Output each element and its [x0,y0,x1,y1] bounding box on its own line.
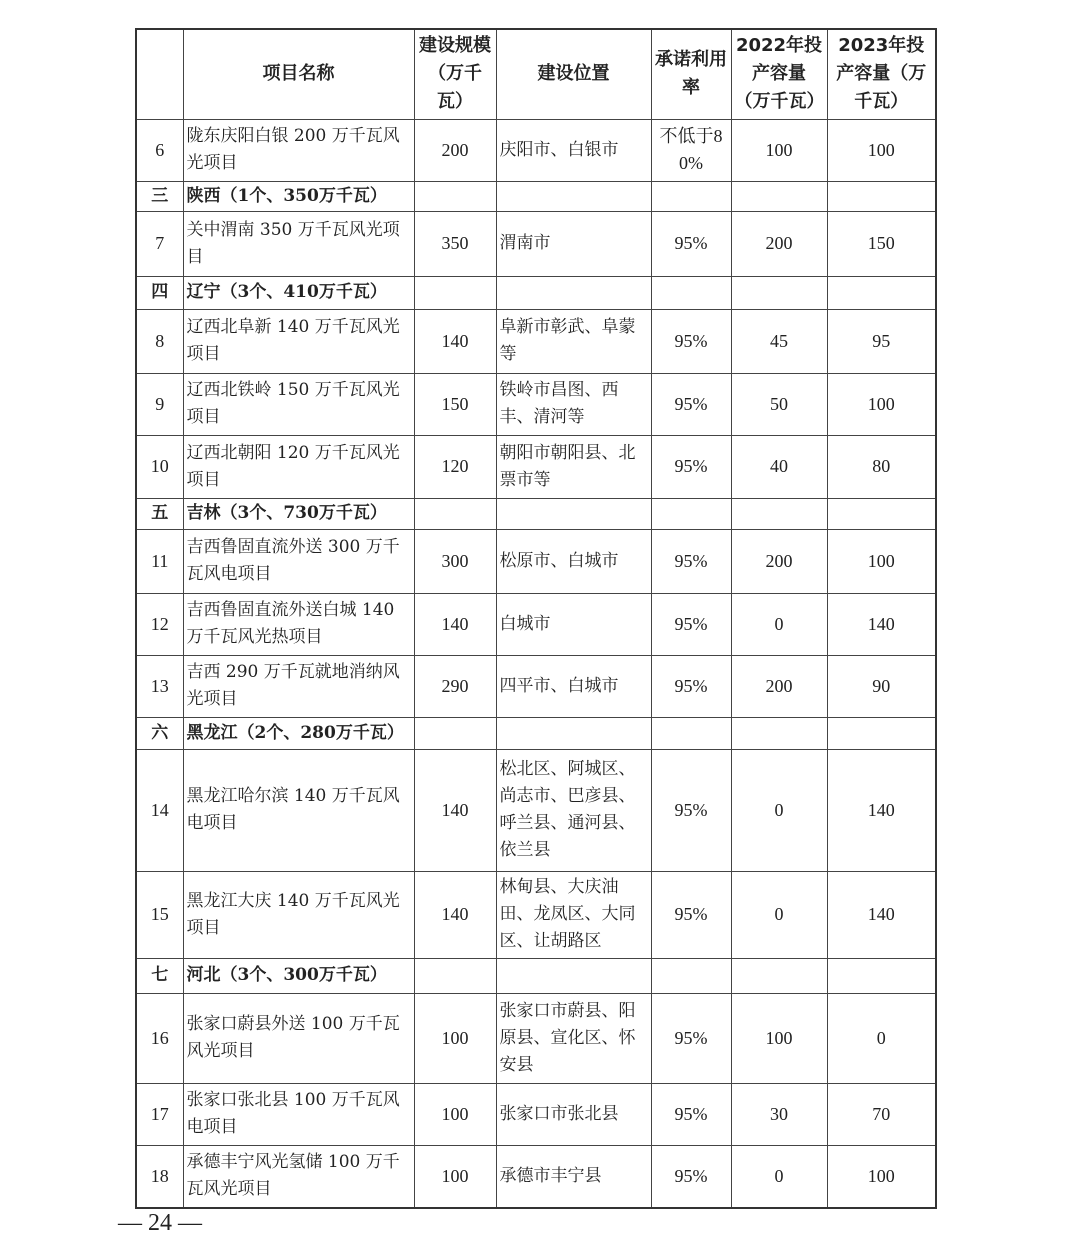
rate-cell: 95% [651,593,731,655]
project-table [135,28,937,1209]
capacity-2023: 100 [827,119,936,181]
location-cell: 朝阳市朝阳县、北票市等 [496,435,651,498]
capacity-2023: 100 [827,529,936,593]
capacity-2022: 0 [731,1145,827,1208]
row-index: 8 [136,309,183,373]
row-index: 17 [136,1083,183,1145]
capacity-2022: 50 [731,373,827,435]
table-row [136,655,936,717]
table-row [136,529,936,593]
capacity-2023: 95 [827,309,936,373]
location-cell: 林甸县、大庆油田、龙凤区、大同区、让胡路区 [496,871,651,958]
scale-cell: 350 [414,211,496,276]
table-row [136,373,936,435]
capacity-2022: 200 [731,655,827,717]
header-2022: 2022年投产容量（万千瓦） [731,29,827,119]
scale-cell: 140 [414,871,496,958]
empty-cell [731,181,827,211]
location-cell: 松原市、白城市 [496,529,651,593]
project-name: 关中渭南 350 万千瓦风光项目 [183,211,414,276]
scale-cell: 100 [414,1083,496,1145]
rate-cell: 95% [651,1083,731,1145]
rate-cell: 95% [651,1145,731,1208]
row-index: 15 [136,871,183,958]
capacity-2022: 0 [731,871,827,958]
location-cell: 张家口市蔚县、阳原县、宣化区、怀安县 [496,993,651,1083]
section-title: 吉林（3个、730万千瓦） [183,498,414,529]
rate-cell: 95% [651,435,731,498]
capacity-2023: 100 [827,373,936,435]
capacity-2023: 100 [827,1145,936,1208]
header-index [136,29,183,119]
scale-cell: 200 [414,119,496,181]
header-rate: 承诺利用率 [651,29,731,119]
empty-cell [827,958,936,993]
project-name: 张家口蔚县外送 100 万千瓦风光项目 [183,993,414,1083]
empty-cell [414,498,496,529]
empty-cell [827,717,936,749]
empty-cell [651,181,731,211]
project-name: 吉西鲁固直流外送白城 140 万千瓦风光热项目 [183,593,414,655]
row-index: 6 [136,119,183,181]
project-name: 吉西 290 万千瓦就地消纳风光项目 [183,655,414,717]
rate-cell: 95% [651,871,731,958]
table-row [136,871,936,958]
project-name: 黑龙江大庆 140 万千瓦风光项目 [183,871,414,958]
capacity-2022: 45 [731,309,827,373]
section-numeral: 七 [136,958,183,993]
row-index: 13 [136,655,183,717]
capacity-2022: 100 [731,119,827,181]
row-index: 16 [136,993,183,1083]
scale-cell: 120 [414,435,496,498]
location-cell: 承德市丰宁县 [496,1145,651,1208]
capacity-2023: 140 [827,749,936,871]
table-row [136,119,936,181]
location-cell: 四平市、白城市 [496,655,651,717]
section-row [136,958,936,993]
empty-cell [827,181,936,211]
empty-cell [827,498,936,529]
location-cell: 渭南市 [496,211,651,276]
location-cell: 庆阳市、白银市 [496,119,651,181]
empty-cell [651,717,731,749]
scale-cell: 140 [414,309,496,373]
table-row [136,1083,936,1145]
table-row [136,309,936,373]
table-body [136,119,936,1208]
header-scale: 建设规模（万千瓦） [414,29,496,119]
scale-cell: 100 [414,993,496,1083]
row-index: 9 [136,373,183,435]
location-cell: 铁岭市昌图、西丰、清河等 [496,373,651,435]
scale-cell: 100 [414,1145,496,1208]
empty-cell [414,717,496,749]
table-row [136,993,936,1083]
empty-cell [651,498,731,529]
scale-cell: 300 [414,529,496,593]
rate-cell: 95% [651,373,731,435]
section-numeral: 五 [136,498,183,529]
location-cell: 松北区、阿城区、尚志市、巴彦县、呼兰县、通河县、依兰县 [496,749,651,871]
empty-cell [414,276,496,309]
section-numeral: 六 [136,717,183,749]
capacity-2022: 40 [731,435,827,498]
capacity-2022: 30 [731,1083,827,1145]
capacity-2022: 200 [731,529,827,593]
scale-cell: 140 [414,749,496,871]
header-row [136,29,936,119]
section-title: 辽宁（3个、410万千瓦） [183,276,414,309]
project-name: 吉西鲁固直流外送 300 万千瓦风电项目 [183,529,414,593]
row-index: 7 [136,211,183,276]
row-index: 14 [136,749,183,871]
project-name: 辽西北铁岭 150 万千瓦风光项目 [183,373,414,435]
section-title: 黑龙江（2个、280万千瓦） [183,717,414,749]
header-location: 建设位置 [496,29,651,119]
capacity-2023: 140 [827,871,936,958]
scale-cell: 140 [414,593,496,655]
rate-cell: 95% [651,749,731,871]
project-name: 承德丰宁风光氢储 100 万千瓦风光项目 [183,1145,414,1208]
empty-cell [414,181,496,211]
capacity-2023: 80 [827,435,936,498]
capacity-2022: 100 [731,993,827,1083]
capacity-2023: 90 [827,655,936,717]
table-row [136,749,936,871]
empty-cell [731,717,827,749]
empty-cell [827,276,936,309]
row-index: 18 [136,1145,183,1208]
page-number: — 24 — [118,1210,202,1236]
capacity-2022: 0 [731,749,827,871]
table-row [136,211,936,276]
location-cell: 阜新市彰武、阜蒙等 [496,309,651,373]
empty-cell [496,717,651,749]
section-row [136,276,936,309]
rate-cell: 不低于80% [651,119,731,181]
capacity-2023: 70 [827,1083,936,1145]
table-row [136,435,936,498]
empty-cell [731,276,827,309]
empty-cell [651,276,731,309]
project-name: 辽西北阜新 140 万千瓦风光项目 [183,309,414,373]
empty-cell [651,958,731,993]
section-row [136,717,936,749]
table-row [136,593,936,655]
scale-cell: 150 [414,373,496,435]
project-name: 张家口张北县 100 万千瓦风电项目 [183,1083,414,1145]
section-title: 河北（3个、300万千瓦） [183,958,414,993]
empty-cell [414,958,496,993]
rate-cell: 95% [651,211,731,276]
project-name: 黑龙江哈尔滨 140 万千瓦风电项目 [183,749,414,871]
empty-cell [496,181,651,211]
location-cell: 张家口市张北县 [496,1083,651,1145]
capacity-2023: 150 [827,211,936,276]
rate-cell: 95% [651,993,731,1083]
table-row [136,1145,936,1208]
capacity-2023: 140 [827,593,936,655]
empty-cell [496,498,651,529]
section-numeral: 四 [136,276,183,309]
scale-cell: 290 [414,655,496,717]
rate-cell: 95% [651,529,731,593]
section-row [136,181,936,211]
empty-cell [731,498,827,529]
section-row [136,498,936,529]
location-cell: 白城市 [496,593,651,655]
header-2023: 2023年投产容量（万千瓦） [827,29,936,119]
section-numeral: 三 [136,181,183,211]
empty-cell [496,958,651,993]
capacity-2023: 0 [827,993,936,1083]
project-name: 陇东庆阳白银 200 万千瓦风光项目 [183,119,414,181]
row-index: 12 [136,593,183,655]
row-index: 11 [136,529,183,593]
capacity-2022: 200 [731,211,827,276]
empty-cell [731,958,827,993]
rate-cell: 95% [651,655,731,717]
section-title: 陕西（1个、350万千瓦） [183,181,414,211]
header-project-name: 项目名称 [183,29,414,119]
project-name: 辽西北朝阳 120 万千瓦风光项目 [183,435,414,498]
rate-cell: 95% [651,309,731,373]
empty-cell [496,276,651,309]
capacity-2022: 0 [731,593,827,655]
row-index: 10 [136,435,183,498]
